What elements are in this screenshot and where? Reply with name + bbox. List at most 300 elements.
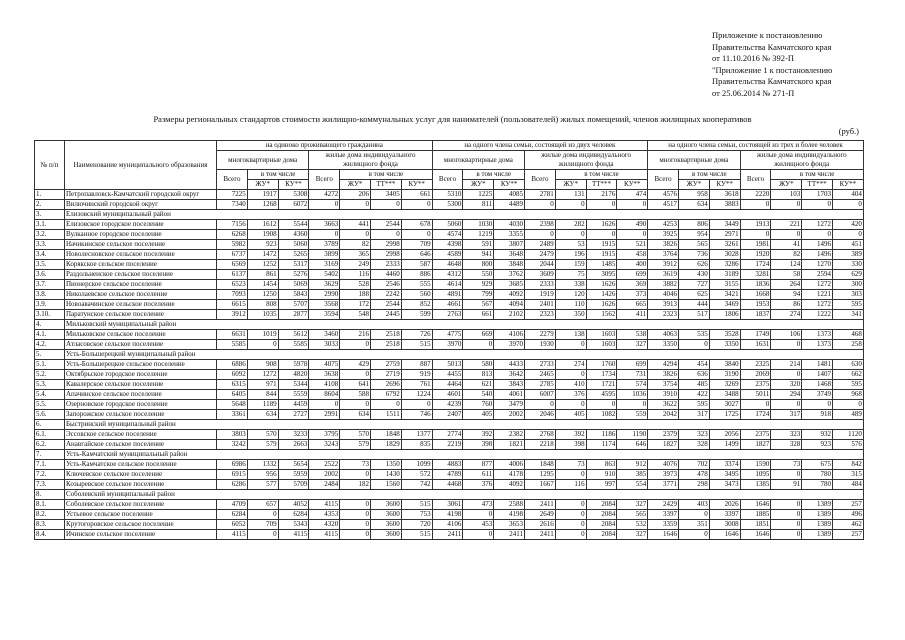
value-cell: 923 bbox=[247, 240, 278, 250]
value-cell: 0 bbox=[832, 200, 863, 210]
value-cell: 1915 bbox=[586, 240, 617, 250]
value-cell: 0 bbox=[555, 400, 586, 410]
value-cell: 484 bbox=[832, 480, 863, 490]
value-cell: 835 bbox=[401, 440, 432, 450]
value-cell: 1562 bbox=[586, 310, 617, 320]
value-cell: 4468 bbox=[432, 480, 463, 490]
value-cell: 3027 bbox=[709, 400, 740, 410]
value-cell: 550 bbox=[463, 270, 494, 280]
value-cell: 206 bbox=[340, 190, 371, 200]
value-cell: 1560 bbox=[370, 480, 401, 490]
value-cell: 0 bbox=[771, 370, 802, 380]
value-cell: 799 bbox=[463, 290, 494, 300]
value-cell: 2719 bbox=[370, 370, 401, 380]
value-cell: 2733 bbox=[525, 360, 556, 370]
value-cell: 0 bbox=[555, 520, 586, 530]
value-cell: 4574 bbox=[432, 230, 463, 240]
value-cell: 1626 bbox=[586, 220, 617, 230]
value-cell: 0 bbox=[370, 230, 401, 240]
value-cell: 0 bbox=[340, 530, 371, 540]
value-cell: 997 bbox=[586, 480, 617, 490]
value-cell: 1272 bbox=[802, 280, 833, 290]
value-cell: 2479 bbox=[525, 250, 556, 260]
document-header bbox=[712, 30, 832, 99]
value-cell: 958 bbox=[679, 190, 710, 200]
value-cell: 2218 bbox=[525, 440, 556, 450]
value-cell: 2176 bbox=[586, 190, 617, 200]
municipality-name: Николаевское сельское поселение bbox=[65, 290, 217, 300]
value-cell: 373 bbox=[617, 290, 648, 300]
value-cell: 2042 bbox=[648, 410, 679, 420]
value-cell: 7156 bbox=[217, 220, 248, 230]
value-cell: 1252 bbox=[247, 260, 278, 270]
value-cell: 4063 bbox=[648, 330, 679, 340]
table-row bbox=[35, 300, 864, 310]
value-cell: 4115 bbox=[278, 530, 309, 540]
value-cell: 4883 bbox=[432, 460, 463, 470]
municipality-name: Атласовское сельское поселение bbox=[65, 340, 217, 350]
value-cell: 2518 bbox=[370, 340, 401, 350]
value-cell: 53 bbox=[555, 240, 586, 250]
header-line: "Приложение 1 к постановлению bbox=[712, 64, 833, 75]
row-number: 3.9. bbox=[35, 300, 65, 310]
value-cell: 0 bbox=[771, 520, 802, 530]
value-cell: 0 bbox=[555, 530, 586, 540]
value-cell: 1721 bbox=[586, 380, 617, 390]
value-cell: 82 bbox=[340, 240, 371, 250]
standards-table bbox=[34, 140, 864, 540]
value-cell: 4294 bbox=[648, 360, 679, 370]
value-cell: 3242 bbox=[217, 440, 248, 450]
value-cell: 665 bbox=[617, 300, 648, 310]
value-cell: 5069 bbox=[278, 280, 309, 290]
value-cell: 3840 bbox=[709, 360, 740, 370]
value-cell: 2594 bbox=[802, 270, 833, 280]
value-cell: 1908 bbox=[247, 230, 278, 240]
value-cell: 3910 bbox=[648, 390, 679, 400]
value-cell: 521 bbox=[617, 240, 648, 250]
value-cell: 2046 bbox=[525, 410, 556, 420]
value-cell: 3883 bbox=[709, 200, 740, 210]
value-cell: 327 bbox=[617, 530, 648, 540]
subheader-tt: ТТ*** bbox=[586, 180, 617, 190]
value-cell: 1373 bbox=[802, 330, 833, 340]
value-cell: 5276 bbox=[278, 270, 309, 280]
value-cell: 630 bbox=[832, 360, 863, 370]
value-cell: 3479 bbox=[494, 400, 525, 410]
value-cell: 2401 bbox=[525, 300, 556, 310]
value-cell: 1703 bbox=[802, 190, 833, 200]
value-cell: 2768 bbox=[525, 430, 556, 440]
table-row bbox=[35, 290, 864, 300]
value-cell: 303 bbox=[832, 290, 863, 300]
value-cell: 3973 bbox=[648, 470, 679, 480]
value-cell: 4648 bbox=[432, 260, 463, 270]
value-cell: 3155 bbox=[709, 280, 740, 290]
value-cell: 323 bbox=[679, 430, 710, 440]
value-cell: 5343 bbox=[278, 520, 309, 530]
value-cell: 0 bbox=[617, 200, 648, 210]
value-cell: 3033 bbox=[309, 340, 340, 350]
value-cell: 2998 bbox=[370, 240, 401, 250]
value-cell: 956 bbox=[247, 470, 278, 480]
value-cell: 813 bbox=[463, 370, 494, 380]
value-cell: 6286 bbox=[217, 480, 248, 490]
value-cell: 4106 bbox=[432, 520, 463, 530]
value-cell: 2323 bbox=[648, 310, 679, 320]
row-number: 5.3. bbox=[35, 380, 65, 390]
value-cell: 341 bbox=[832, 310, 863, 320]
value-cell: 1981 bbox=[740, 240, 771, 250]
row-number: 5. bbox=[35, 350, 65, 360]
value-cell: 2002 bbox=[309, 470, 340, 480]
value-cell: 317 bbox=[771, 410, 802, 420]
municipality-name: Октябрьское городское поселение bbox=[65, 370, 217, 380]
table-row bbox=[35, 190, 864, 200]
value-cell: 0 bbox=[340, 400, 371, 410]
row-number: 4. bbox=[35, 320, 65, 330]
value-cell: 3243 bbox=[309, 440, 340, 450]
table-row bbox=[35, 400, 864, 410]
value-cell: 587 bbox=[401, 260, 432, 270]
value-cell: 5060 bbox=[432, 220, 463, 230]
value-cell: 315 bbox=[832, 470, 863, 480]
value-cell: 3594 bbox=[309, 310, 340, 320]
value-cell: 2411 bbox=[525, 500, 556, 510]
row-number: 3.8. bbox=[35, 290, 65, 300]
value-cell: 646 bbox=[617, 440, 648, 450]
value-cell: 0 bbox=[309, 230, 340, 240]
value-cell: 0 bbox=[525, 230, 556, 240]
value-cell: 1030 bbox=[463, 220, 494, 230]
value-cell: 1913 bbox=[740, 220, 771, 230]
municipality-name: Соболевское сельское поселение bbox=[65, 500, 217, 510]
value-cell: 0 bbox=[771, 530, 802, 540]
row-number: 2. bbox=[35, 200, 65, 210]
value-cell: 5648 bbox=[217, 400, 248, 410]
municipality-name: Пионерское сельское поселение bbox=[65, 280, 217, 290]
value-cell: 3807 bbox=[494, 240, 525, 250]
value-cell: 0 bbox=[463, 340, 494, 350]
value-cell: 6569 bbox=[217, 260, 248, 270]
value-cell: 1373 bbox=[802, 340, 833, 350]
value-cell: 3600 bbox=[370, 510, 401, 520]
value-cell: 1626 bbox=[586, 280, 617, 290]
value-cell: 3008 bbox=[709, 520, 740, 530]
value-cell: 0 bbox=[340, 520, 371, 530]
value-cell: 662 bbox=[832, 370, 863, 380]
value-cell: 462 bbox=[832, 520, 863, 530]
value-cell: 0 bbox=[586, 200, 617, 210]
value-cell: 485 bbox=[679, 380, 710, 390]
value-cell: 3622 bbox=[648, 400, 679, 410]
value-cell: 1407 bbox=[802, 370, 833, 380]
value-cell: 577 bbox=[247, 480, 278, 490]
value-cell: 257 bbox=[832, 500, 863, 510]
value-cell: 3488 bbox=[709, 390, 740, 400]
value-cell: 2484 bbox=[309, 480, 340, 490]
value-cell: 389 bbox=[832, 250, 863, 260]
value-cell: 1496 bbox=[802, 250, 833, 260]
value-cell: 214 bbox=[771, 360, 802, 370]
value-cell: 2465 bbox=[525, 370, 556, 380]
value-cell: 1272 bbox=[247, 370, 278, 380]
row-number: 3.4. bbox=[35, 250, 65, 260]
value-cell: 0 bbox=[555, 200, 586, 210]
value-cell: 2616 bbox=[525, 520, 556, 530]
value-cell: 2069 bbox=[740, 370, 771, 380]
value-cell: 2991 bbox=[309, 410, 340, 420]
value-cell: 300 bbox=[832, 280, 863, 290]
value-cell: 1250 bbox=[247, 290, 278, 300]
header-line: Приложение к постановлению bbox=[712, 30, 823, 40]
value-cell: 709 bbox=[247, 520, 278, 530]
value-cell: 1930 bbox=[525, 340, 556, 350]
value-cell: 2379 bbox=[648, 430, 679, 440]
subheader-mkd: многоквартирные дома bbox=[648, 151, 740, 170]
value-cell: 0 bbox=[370, 200, 401, 210]
value-cell: 731 bbox=[617, 370, 648, 380]
municipality-name: Паратунское сельское поселение bbox=[65, 310, 217, 320]
value-cell: 3473 bbox=[709, 480, 740, 490]
value-cell: 4239 bbox=[432, 400, 463, 410]
value-cell: 588 bbox=[340, 390, 371, 400]
value-cell: 599 bbox=[401, 310, 432, 320]
table-row bbox=[35, 430, 864, 440]
value-cell: 4092 bbox=[494, 480, 525, 490]
municipality-name: Вилючинский городской округ bbox=[65, 200, 217, 210]
value-cell: 923 bbox=[802, 440, 833, 450]
value-cell: 517 bbox=[679, 310, 710, 320]
value-cell: 0 bbox=[340, 200, 371, 210]
value-cell: 474 bbox=[617, 190, 648, 200]
value-cell: 478 bbox=[679, 470, 710, 480]
value-cell: 579 bbox=[247, 440, 278, 450]
value-cell: 1219 bbox=[463, 230, 494, 240]
value-cell: 780 bbox=[802, 470, 833, 480]
value-cell: 4489 bbox=[494, 200, 525, 210]
value-cell: 800 bbox=[463, 260, 494, 270]
value-cell: 3771 bbox=[648, 480, 679, 490]
row-number: 8. bbox=[35, 490, 65, 500]
row-number: 5.6. bbox=[35, 410, 65, 420]
value-cell: 338 bbox=[555, 280, 586, 290]
value-cell: 746 bbox=[401, 410, 432, 420]
value-cell: 2084 bbox=[586, 510, 617, 520]
value-cell: 0 bbox=[802, 400, 833, 410]
value-cell: 1631 bbox=[740, 340, 771, 350]
table-row bbox=[35, 420, 864, 430]
table-row bbox=[35, 380, 864, 390]
value-cell: 4061 bbox=[494, 390, 525, 400]
value-cell: 929 bbox=[463, 280, 494, 290]
value-cell: 4601 bbox=[432, 390, 463, 400]
value-cell: 6007 bbox=[525, 390, 556, 400]
table-row bbox=[35, 210, 864, 220]
value-cell: 1377 bbox=[401, 430, 432, 440]
value-cell: 2325 bbox=[740, 360, 771, 370]
subheader-incl: в том числе bbox=[771, 170, 863, 180]
value-cell: 1272 bbox=[802, 300, 833, 310]
value-cell: 702 bbox=[679, 460, 710, 470]
value-cell: 5612 bbox=[278, 330, 309, 340]
value-cell: 0 bbox=[771, 500, 802, 510]
value-cell: 742 bbox=[401, 480, 432, 490]
municipality-name: Елизовский муниципальный район bbox=[65, 210, 864, 220]
value-cell: 3648 bbox=[494, 250, 525, 260]
value-cell: 1919 bbox=[525, 290, 556, 300]
value-cell: 3281 bbox=[740, 270, 771, 280]
value-cell: 3269 bbox=[709, 380, 740, 390]
value-cell: 0 bbox=[771, 470, 802, 480]
subheader-tt: ТТ*** bbox=[802, 180, 833, 190]
value-cell: 1389 bbox=[802, 510, 833, 520]
value-cell: 429 bbox=[340, 360, 371, 370]
value-cell: 0 bbox=[740, 400, 771, 410]
value-cell: 3826 bbox=[648, 240, 679, 250]
value-cell: 2445 bbox=[370, 310, 401, 320]
municipality-name: Ключевское сельское поселение bbox=[65, 470, 217, 480]
value-cell: 861 bbox=[247, 270, 278, 280]
value-cell: 629 bbox=[832, 270, 863, 280]
value-cell: 0 bbox=[555, 370, 586, 380]
value-cell: 3568 bbox=[309, 300, 340, 310]
value-cell: 6092 bbox=[217, 370, 248, 380]
municipality-name: Петропавловск-Камчатский городской округ bbox=[65, 190, 217, 200]
value-cell: 532 bbox=[617, 520, 648, 530]
value-cell: 5654 bbox=[278, 460, 309, 470]
header-line: от 25.06.2014 № 271-П bbox=[712, 87, 795, 98]
subheader-ku: КУ** bbox=[709, 180, 740, 190]
value-cell: 567 bbox=[463, 300, 494, 310]
row-number: 3.5. bbox=[35, 260, 65, 270]
subheader-izhs: жилые дома индивидуального жилищного фонда bbox=[309, 151, 432, 170]
value-cell: 1806 bbox=[709, 310, 740, 320]
value-cell: 2044 bbox=[525, 260, 556, 270]
value-cell: 4576 bbox=[648, 190, 679, 200]
value-cell: 106 bbox=[771, 330, 802, 340]
value-cell: 0 bbox=[679, 510, 710, 520]
value-cell: 1019 bbox=[247, 330, 278, 340]
value-cell: 3663 bbox=[309, 220, 340, 230]
unit-label: (руб.) bbox=[838, 126, 859, 136]
value-cell: 3619 bbox=[648, 270, 679, 280]
value-cell: 3095 bbox=[586, 270, 617, 280]
value-cell: 1920 bbox=[740, 250, 771, 260]
subheader-total: Всего bbox=[432, 170, 463, 190]
value-cell: 1099 bbox=[401, 460, 432, 470]
municipality-name: Мильковское сельское поселение bbox=[65, 330, 217, 340]
value-cell: 2002 bbox=[494, 410, 525, 420]
value-cell: 570 bbox=[340, 430, 371, 440]
value-cell: 0 bbox=[586, 230, 617, 240]
value-cell: 4106 bbox=[494, 330, 525, 340]
value-cell: 330 bbox=[832, 260, 863, 270]
value-cell: 4661 bbox=[432, 300, 463, 310]
value-cell: 5959 bbox=[278, 470, 309, 480]
value-cell: 2398 bbox=[525, 220, 556, 230]
value-cell: 1511 bbox=[370, 410, 401, 420]
value-cell: 2544 bbox=[370, 220, 401, 230]
value-cell: 1724 bbox=[740, 260, 771, 270]
municipality-name: Кавалерское сельское поселение bbox=[65, 380, 217, 390]
value-cell: 1821 bbox=[494, 440, 525, 450]
value-cell: 954 bbox=[679, 230, 710, 240]
value-cell: 2407 bbox=[432, 410, 463, 420]
value-cell: 0 bbox=[771, 340, 802, 350]
value-cell: 1646 bbox=[648, 530, 679, 540]
value-cell: 317 bbox=[679, 410, 710, 420]
value-cell: 2522 bbox=[309, 460, 340, 470]
value-cell: 1430 bbox=[370, 470, 401, 480]
value-cell: 6737 bbox=[217, 250, 248, 260]
value-cell: 3061 bbox=[432, 500, 463, 510]
table-row bbox=[35, 260, 864, 270]
row-number: 5.1. bbox=[35, 360, 65, 370]
value-cell: 4030 bbox=[494, 220, 525, 230]
value-cell: 3469 bbox=[709, 300, 740, 310]
value-cell: 0 bbox=[370, 400, 401, 410]
value-cell: 515 bbox=[401, 500, 432, 510]
table-row bbox=[35, 440, 864, 450]
row-number: 1. bbox=[35, 190, 65, 200]
value-cell: 82 bbox=[771, 250, 802, 260]
municipality-name: Новолесновское сельское поселение bbox=[65, 250, 217, 260]
value-cell: 5843 bbox=[278, 290, 309, 300]
value-cell: 661 bbox=[401, 190, 432, 200]
value-cell: 4353 bbox=[309, 510, 340, 520]
value-cell: 811 bbox=[463, 200, 494, 210]
value-cell: 6284 bbox=[217, 510, 248, 520]
value-cell: 2382 bbox=[494, 430, 525, 440]
value-cell: 621 bbox=[463, 380, 494, 390]
municipality-name: Мильковский муниципальный район bbox=[65, 320, 864, 330]
value-cell: 1225 bbox=[463, 190, 494, 200]
value-cell: 2084 bbox=[586, 520, 617, 530]
value-cell: 4455 bbox=[432, 370, 463, 380]
value-cell: 131 bbox=[555, 190, 586, 200]
value-cell: 7340 bbox=[217, 200, 248, 210]
value-cell: 4094 bbox=[494, 300, 525, 310]
value-cell: 258 bbox=[832, 340, 863, 350]
value-cell: 0 bbox=[555, 230, 586, 240]
value-cell: 4075 bbox=[309, 360, 340, 370]
subheader-total: Всего bbox=[309, 170, 340, 190]
value-cell: 806 bbox=[679, 220, 710, 230]
value-cell: 634 bbox=[679, 200, 710, 210]
table-row bbox=[35, 450, 864, 460]
value-cell: 3970 bbox=[432, 340, 463, 350]
value-cell: 6268 bbox=[217, 230, 248, 240]
table-row bbox=[35, 270, 864, 280]
value-cell: 216 bbox=[340, 330, 371, 340]
value-cell: 0 bbox=[832, 230, 863, 240]
value-cell: 264 bbox=[771, 280, 802, 290]
row-number: 8.3. bbox=[35, 520, 65, 530]
value-cell: 4115 bbox=[217, 530, 248, 540]
value-cell: 4464 bbox=[432, 380, 463, 390]
value-cell: 3261 bbox=[709, 240, 740, 250]
value-cell: 5265 bbox=[278, 250, 309, 260]
subheader-izhs: жилые дома индивидуального жилищного фонда bbox=[740, 151, 863, 170]
value-cell: 2429 bbox=[648, 500, 679, 510]
value-cell: 4092 bbox=[494, 290, 525, 300]
value-cell: 1827 bbox=[648, 440, 679, 450]
municipality-name: Усть-Камчатский муниципальный район bbox=[65, 450, 864, 460]
document-title: Размеры региональных стандартов стоимости жилищно-коммунальных услуг для нанимателей (пользователей) жилых помещений, членов жилищных кооперативов bbox=[153, 114, 752, 124]
value-cell: 910 bbox=[586, 470, 617, 480]
value-cell: 453 bbox=[463, 520, 494, 530]
